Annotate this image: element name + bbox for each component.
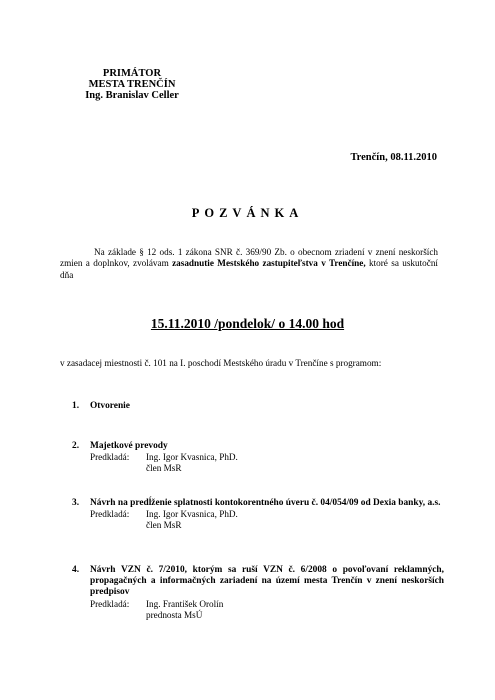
agenda-item-title: Otvorenie bbox=[90, 401, 130, 411]
sender-title: PRIMÁTOR bbox=[102, 68, 162, 79]
agenda-item-heading bbox=[72, 441, 444, 452]
presenter-role: prednosta MsÚ bbox=[146, 609, 203, 620]
presenter-role: člen MsR bbox=[146, 520, 182, 531]
agenda-item-3 bbox=[72, 498, 444, 532]
presenter-role: člen MsR bbox=[146, 463, 182, 474]
document-title: POZVÁNKA bbox=[191, 206, 304, 220]
agenda-item-number: 1. bbox=[72, 401, 80, 411]
sender-header bbox=[62, 68, 202, 101]
presenter-name: Ing. Igor Kvasnica, PhD. bbox=[146, 509, 238, 520]
intro-indent bbox=[60, 247, 94, 257]
agenda-item-4 bbox=[72, 565, 444, 621]
presenter-names bbox=[146, 599, 223, 621]
intro-paragraph bbox=[60, 247, 438, 281]
presenter-names bbox=[146, 452, 238, 474]
agenda-item-presenter bbox=[72, 509, 444, 531]
intro-text-2: ktoré sa uskutoční dňa bbox=[60, 258, 438, 280]
agenda-item-2 bbox=[72, 441, 444, 475]
agenda-item-number: 3. bbox=[72, 498, 80, 508]
date-place: Trenčín, 08.11.2010 bbox=[350, 152, 437, 163]
agenda-item-title: Návrh na predĺženie splatnosti kontokorentného úveru č. 04/054/09 od Dexia banky, a.s. bbox=[90, 498, 441, 508]
agenda-item-1 bbox=[72, 401, 444, 412]
intro-text-1: Na základe § 12 ods. 1 zákona SNR č. 369/90 Zb. o obecnom zriadení v znení neskorších zmien a doplnkov, zvolávam bbox=[60, 247, 438, 269]
agenda-item-presenter bbox=[72, 452, 444, 474]
presenter-label: Predkladá: bbox=[90, 509, 130, 520]
agenda-item-heading bbox=[72, 401, 444, 412]
meeting-location: v zasadacej miestnosti č. 101 na I. poschodí Mestského úradu v Trenčíne s programom: bbox=[60, 358, 382, 368]
sender-name: Ing. Branislav Celler bbox=[85, 90, 179, 101]
presenter-label: Predkladá: bbox=[90, 452, 130, 463]
presenter-names bbox=[146, 509, 238, 531]
agenda-item-title: Majetkové prevody bbox=[90, 441, 168, 451]
presenter-name: Ing. Igor Kvasnica, PhD. bbox=[146, 452, 238, 463]
sender-city: MESTA TRENČÍN bbox=[88, 79, 176, 90]
agenda-item-heading bbox=[72, 498, 444, 509]
agenda-item-title: Návrh VZN č. 7/2010, ktorým sa ruší VZN č. 6/2008 o povoľovaní reklamných, propagačných a informačných zariadení na území mesta Trenčín v znení neskorších predpisov bbox=[90, 565, 444, 598]
agenda-item-presenter bbox=[72, 599, 444, 621]
intro-text-bold: zasadnutie Mestského zastupiteľstva v Trenčíne, bbox=[172, 258, 366, 269]
presenter-label: Predkladá: bbox=[90, 598, 130, 609]
meeting-date: 15.11.2010 /pondelok/ o 14.00 hod bbox=[150, 316, 345, 331]
agenda-item-heading bbox=[72, 565, 444, 599]
agenda-item-number: 4. bbox=[72, 565, 80, 575]
presenter-name: Ing. František Orolín bbox=[146, 598, 224, 609]
agenda-item-number: 2. bbox=[72, 441, 80, 451]
